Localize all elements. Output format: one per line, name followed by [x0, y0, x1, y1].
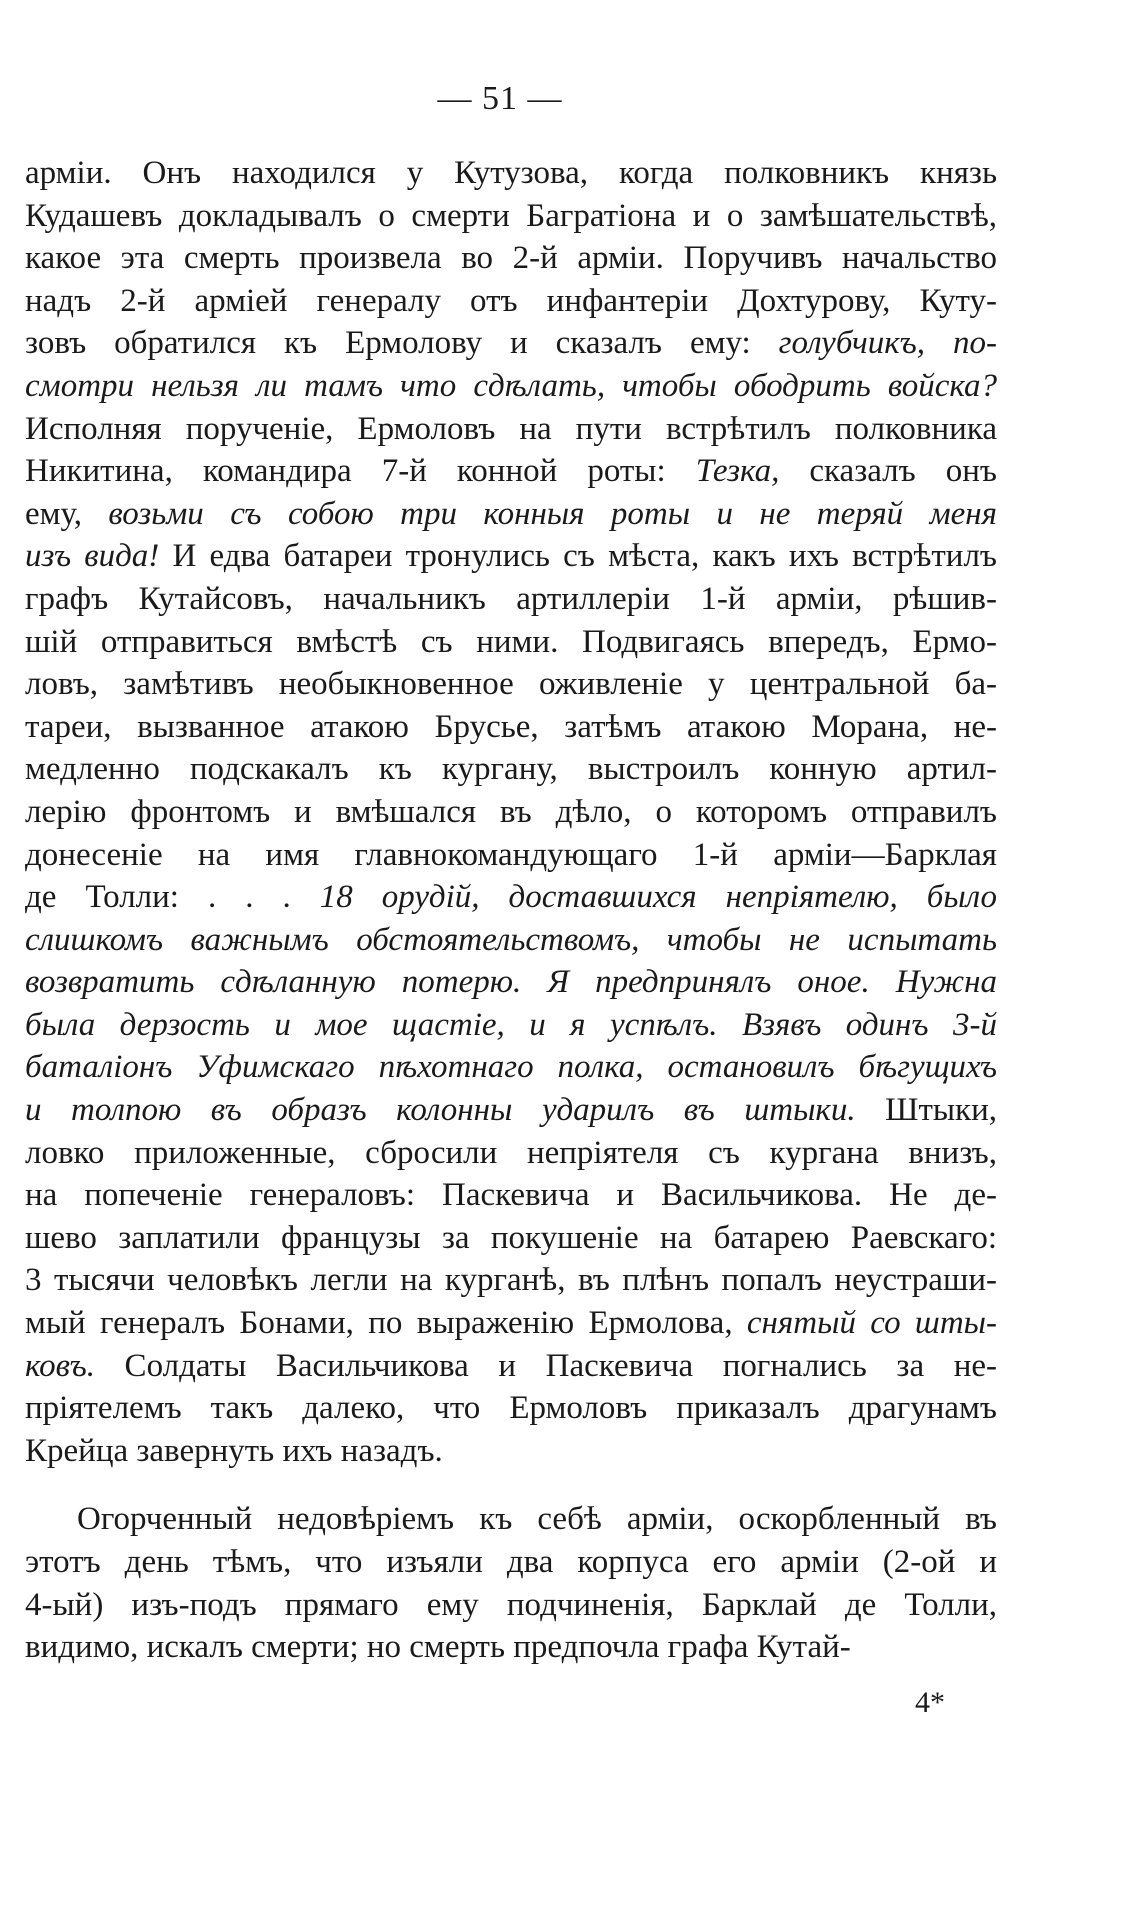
text-line	[25, 919, 997, 962]
text-line	[25, 1174, 997, 1217]
italic-quote-segment: изъ вида!	[25, 538, 160, 575]
body-text	[25, 152, 997, 1669]
text-segment: видимо, искалъ смерти; но смерть предпочла графа Кутай-	[25, 1629, 851, 1666]
text-line	[25, 1046, 997, 1089]
text-segment: Никитина, командира 7-й конной роты:	[25, 453, 696, 490]
text-line	[25, 961, 997, 1004]
text-segment: какое эта смерть произвела во 2-й арміи. Поручивъ начальство	[25, 240, 997, 277]
italic-quote-segment: смотри нельзя ли тамъ что сдѣлать, чтобы ободрить войска?	[25, 367, 997, 404]
text-line	[25, 1217, 997, 1260]
text-segment: тареи, вызванное атакою Брусье, затѣмъ атакою Морана, не-	[25, 708, 997, 745]
text-line	[25, 1498, 997, 1541]
italic-quote-segment: и толпою въ образъ колонны ударилъ въ штыки.	[25, 1092, 856, 1129]
text-segment: зовъ обратился къ Ермолову и сказалъ ему:	[25, 325, 779, 362]
text-line	[25, 1004, 997, 1047]
text-segment: ему,	[25, 495, 109, 532]
text-line	[25, 1626, 997, 1669]
text-line	[25, 876, 997, 919]
text-segment: надъ 2-й арміей генералу отъ инфантеріи Дохтурову, Куту-	[25, 282, 997, 319]
text-line	[25, 578, 997, 621]
text-segment: пріятелемъ такъ далеко, что Ермоловъ приказалъ драгунамъ	[25, 1390, 997, 1427]
italic-quote-segment: возьми съ собою три конныя роты и не теряй меня	[108, 495, 997, 532]
text-line	[25, 834, 997, 877]
text-segment: 3 тысячи человѣкъ легли на курганѣ, въ плѣнъ попалъ неустраши-	[25, 1262, 997, 1299]
text-segment: этотъ день тѣмъ, что изъяли два корпуса его арміи (2-ой и	[25, 1544, 997, 1580]
text-segment: лерію фронтомъ и вмѣшался въ дѣло, о которомъ отправилъ	[25, 793, 997, 830]
text-segment: ловъ, замѣтивъ необыкновенное оживленіе у центральной ба-	[25, 666, 997, 703]
text-segment: Кудашевъ докладывалъ о смерти Багратіона и о замѣшательствѣ,	[25, 197, 997, 234]
text-line	[25, 663, 997, 706]
text-segment: Крейца завернуть ихъ назадъ.	[25, 1432, 443, 1469]
text-segment: шево заплатили французы за покушеніе на батарею Раевскаго:	[25, 1219, 997, 1256]
italic-quote-segment: слишкомъ важнымъ обстоятельствомъ, чтобы не испытать	[25, 921, 997, 958]
text-segment: сказалъ онъ	[779, 453, 997, 490]
text-line	[25, 1345, 997, 1388]
text-line	[25, 1259, 997, 1302]
text-segment: Солдаты Васильчикова и Паскевича погнались за не-	[94, 1347, 997, 1384]
text-line	[25, 450, 997, 493]
text-line	[25, 1132, 997, 1175]
italic-quote-segment: снятый со шты-	[746, 1305, 997, 1342]
text-line	[25, 280, 997, 323]
text-segment: Огорченный недовѣріемъ къ себѣ арміи, оскорбленный въ	[77, 1501, 997, 1538]
text-line	[25, 1302, 997, 1345]
printer-signature-mark: 4*	[915, 1686, 945, 1719]
text-segment: графъ Кутайсовъ, начальникъ артиллеріи 1-й арміи, рѣшив-	[25, 580, 997, 617]
text-segment: де Толли: . . .	[25, 879, 320, 916]
text-line	[25, 152, 997, 195]
text-segment: шій отправиться вмѣстѣ съ ними. Подвигаясь впередъ, Ермо-	[25, 623, 997, 660]
text-line	[25, 621, 997, 664]
text-segment: 4-ый) изъ-подъ прямаго ему подчиненія, Барклай де Толли,	[25, 1586, 997, 1623]
text-line	[25, 493, 997, 536]
text-segment: на попеченіе генераловъ: Паскевича и Васильчикова. Не де-	[25, 1177, 997, 1214]
text-segment: донесеніе на имя главнокомандующаго 1-й арміи—Барклая	[25, 836, 997, 873]
text-line	[25, 1541, 997, 1584]
text-line	[25, 1387, 997, 1430]
text-line	[25, 535, 997, 578]
paragraph-break	[25, 1472, 997, 1498]
text-line	[25, 1430, 997, 1473]
italic-quote-segment: баталіонъ Уфимскаго пѣхотнаго полка, остановилъ бѣгущихъ	[25, 1049, 997, 1086]
italic-quote-segment: голубчикъ, по-	[778, 325, 997, 362]
text-segment: медленно подскакалъ къ кургану, выстроилъ конную артил-	[25, 751, 997, 788]
text-line	[25, 1584, 997, 1627]
text-line	[25, 237, 997, 280]
text-segment: ловко приложенные, сбросили непріятеля съ кургана внизъ,	[25, 1134, 997, 1171]
text-line	[25, 748, 997, 791]
page-number: — 51 —	[437, 80, 563, 117]
italic-quote-segment: ковъ.	[25, 1347, 95, 1384]
text-segment: мый генералъ Бонами, по выраженію Ермолова,	[25, 1305, 747, 1342]
italic-quote-segment: Тезка,	[695, 453, 780, 490]
text-segment: арміи. Онъ находился у Кутузова, когда полковникъ князь	[25, 155, 997, 191]
text-segment: Штыки,	[855, 1092, 997, 1129]
text-line	[25, 195, 997, 238]
text-line	[25, 791, 997, 834]
text-segment: Исполняя порученіе, Ермоловъ на пути встрѣтилъ полковника	[25, 410, 997, 447]
text-line	[25, 408, 997, 451]
italic-quote-segment: возвратить сдѣланную потерю. Я предпринялъ оное. Нужна	[25, 964, 997, 1001]
text-line	[25, 365, 997, 408]
text-line	[25, 322, 997, 365]
italic-quote-segment: 18 орудій, доставшихся непріятелю, было	[319, 879, 997, 916]
italic-quote-segment: была дерзость и мое щастіе, и я успѣлъ. Взявъ одинъ 3-й	[25, 1006, 997, 1043]
text-segment: И едва батареи тронулись съ мѣста, какъ ихъ встрѣтилъ	[159, 538, 997, 575]
text-line	[25, 706, 997, 749]
text-line	[25, 1089, 997, 1132]
